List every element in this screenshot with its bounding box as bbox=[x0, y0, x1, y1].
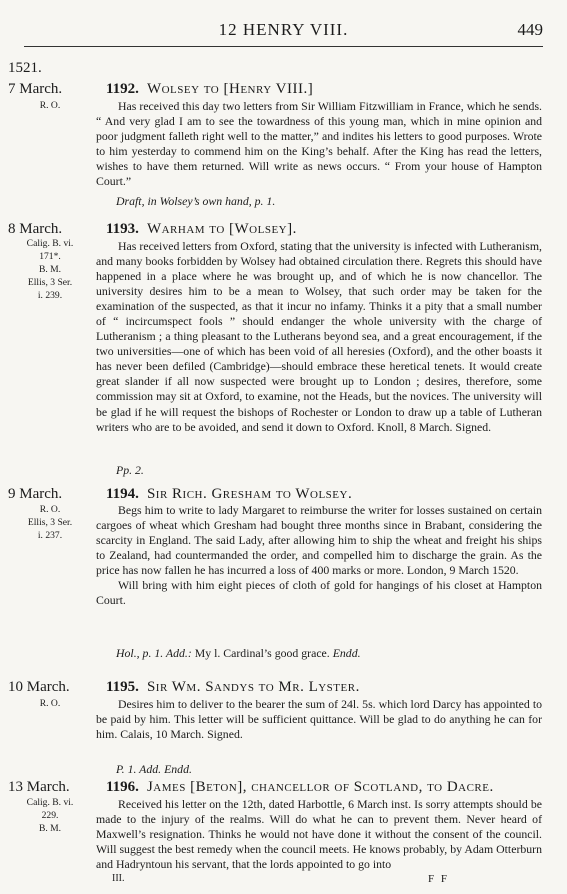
entry-title: Warham to [Wolsey]. bbox=[146, 221, 297, 237]
header-rule bbox=[24, 46, 543, 47]
entry-number: 1196. bbox=[106, 779, 139, 795]
source-line: Ellis, 3 Ser. bbox=[27, 277, 73, 288]
entry-number: 1193. bbox=[106, 221, 139, 237]
entry-heading bbox=[106, 486, 352, 503]
entry-body bbox=[96, 503, 542, 608]
source-line: Calig. B. vi. bbox=[26, 238, 74, 249]
entry-paragraph: Will bring with him eight pieces of cloth of gold for hangings of his closet at Hampton Court. bbox=[96, 578, 542, 608]
entry-note: Draft, in Wolsey’s own hand, p. 1. bbox=[116, 194, 276, 208]
entry-note: P. 1. Add. Endd. bbox=[116, 762, 192, 776]
entry-number: 1192. bbox=[106, 81, 139, 97]
entry-source bbox=[4, 237, 96, 302]
year-label: 1521. bbox=[8, 60, 42, 76]
entry-number: 1194. bbox=[106, 486, 139, 502]
source-line: R. O. bbox=[39, 504, 61, 515]
volume-marker: III. bbox=[112, 873, 125, 884]
entry-body bbox=[96, 797, 542, 872]
source-line: 171*. bbox=[39, 251, 61, 262]
entry-note: Pp. 2. bbox=[116, 463, 144, 477]
running-header-title: 12 HENRY VIII. bbox=[218, 20, 349, 39]
source-line: R. O. bbox=[39, 698, 61, 709]
entry-paragraph: Has received this day two letters from Sir William Fitzwilliam in France, which he sends. “ And very glad I am to see the towardness of this young man, which in mine opinion and poor judgment falleth right well to the matter,” and indites his letters to good purposes. Wrote to him yesterday to commend him on the King’s behalf. After the King has read the letters, wishes to have them returned. Will write as news occurs. “ From your house of Hampton Court.” bbox=[96, 99, 542, 189]
entry-paragraph: Begs him to write to lady Margaret to reimburse the writer for losses sustained on certain cargoes of wheat which Gresham had bought three months since in Brabant, considering the scarcity in England. The said Lady, after allowing him to ship the wheat and freight his ships to Zealand, had countermanded the order, and compelled him to discharge the grain. As the price has now fallen he has incurred a loss of 400 marks or more. London, 9 March 1520. bbox=[96, 503, 542, 578]
note-italic: Hol., p. 1. Add.: bbox=[116, 646, 192, 660]
source-line: i. 239. bbox=[37, 290, 63, 301]
entry-note bbox=[116, 646, 361, 661]
entry-title: Sir Rich. Gresham to Wolsey. bbox=[146, 486, 353, 502]
entry-body bbox=[96, 239, 542, 435]
entry-source bbox=[4, 503, 96, 542]
entry-date: 7 March. bbox=[8, 81, 63, 97]
entry-heading bbox=[106, 221, 297, 238]
entry-paragraph: Has received letters from Oxford, stating that the university is infected with Lutheranism, and many books forbidden by Wolsey had obtained circulation there. Regrets this should have happened in a place where he was brought up, and of which he is now chancellor. The university desires him to be a mean to Wolsey, that such order may be taken for the examination of the suspected, as that it incur no infamy. Thinks it a pity that a small number of “ incircumspect fools ” should endanger the whole university with the charge of Lutheranism ; a thing pleasant to the Lutherans beyond sea, and a great encouragement, if the two universities—one of which has been void of all heresies (Oxford), and the other boasts it has never been defiled (Cambridge)—should embrace these heretical tenets. It would create great slander if all now suspected were brought up to London ; desires, therefore, some commission may sit at Oxford, to examine, not the Heads, but the novices. The university will be glad if he will request the bishops of Rochester or London to draw up a table of Lutheran writers who are to be avoided, and send it down to Oxford. Knoll, 8 March. Signed. bbox=[96, 239, 542, 434]
entry-title: Sir Wm. Sandys to Mr. Lyster. bbox=[146, 679, 360, 695]
entry-source bbox=[4, 99, 96, 112]
entry-date: 10 March. bbox=[8, 679, 70, 695]
entry-number: 1195. bbox=[106, 679, 139, 695]
entry-date: 8 March. bbox=[8, 221, 63, 237]
source-line: Ellis, 3 Ser. bbox=[27, 517, 73, 528]
source-line: B. M. bbox=[38, 823, 62, 834]
note-plain: My l. Cardinal’s good grace. bbox=[191, 646, 333, 660]
source-line: 229. bbox=[41, 810, 59, 821]
page-number: 449 bbox=[517, 20, 543, 39]
entry-heading bbox=[106, 679, 360, 696]
entry-date: 9 March. bbox=[8, 486, 63, 502]
source-line: i. 237. bbox=[37, 530, 63, 541]
entry-heading bbox=[106, 779, 494, 796]
entry-heading bbox=[106, 81, 313, 98]
entry-paragraph: Desires him to deliver to the bearer the sum of 24l. 5s. which lord Darcy has appointed to be paid by him. This letter will be sufficient quittance. Will be glad to do anything he can for him. Calais, 10 March. Signed. bbox=[96, 697, 542, 742]
entry-body bbox=[96, 99, 542, 189]
source-line: B. M. bbox=[38, 264, 62, 275]
entry-paragraph: Received his letter on the 12th, dated Harbottle, 6 March inst. Is sorry attempts should be made to the injury of the realms. Will do what he can to prevent them. Never heard of Maxwell’s resignation. Thinks he would not have done it without the consent of the council. Will suggest the best remedy when the council meets. He knows probably, by Adam Otterburn and Hadryntoun his servant, that the lords appointed to go into bbox=[96, 797, 542, 872]
source-line: Calig. B. vi. bbox=[26, 797, 74, 808]
signature-mark: F F bbox=[428, 873, 449, 885]
entry-title: Wolsey to [Henry VIII.] bbox=[146, 81, 314, 97]
entry-source bbox=[4, 796, 96, 835]
note-end: Endd. bbox=[332, 646, 361, 660]
entry-date: 13 March. bbox=[8, 779, 70, 795]
entry-body bbox=[96, 697, 542, 742]
entry-source bbox=[4, 697, 96, 710]
source-line: R. O. bbox=[39, 100, 61, 111]
entry-title: James [Beton], chancellor of Scotland, to Dacre. bbox=[146, 779, 494, 795]
